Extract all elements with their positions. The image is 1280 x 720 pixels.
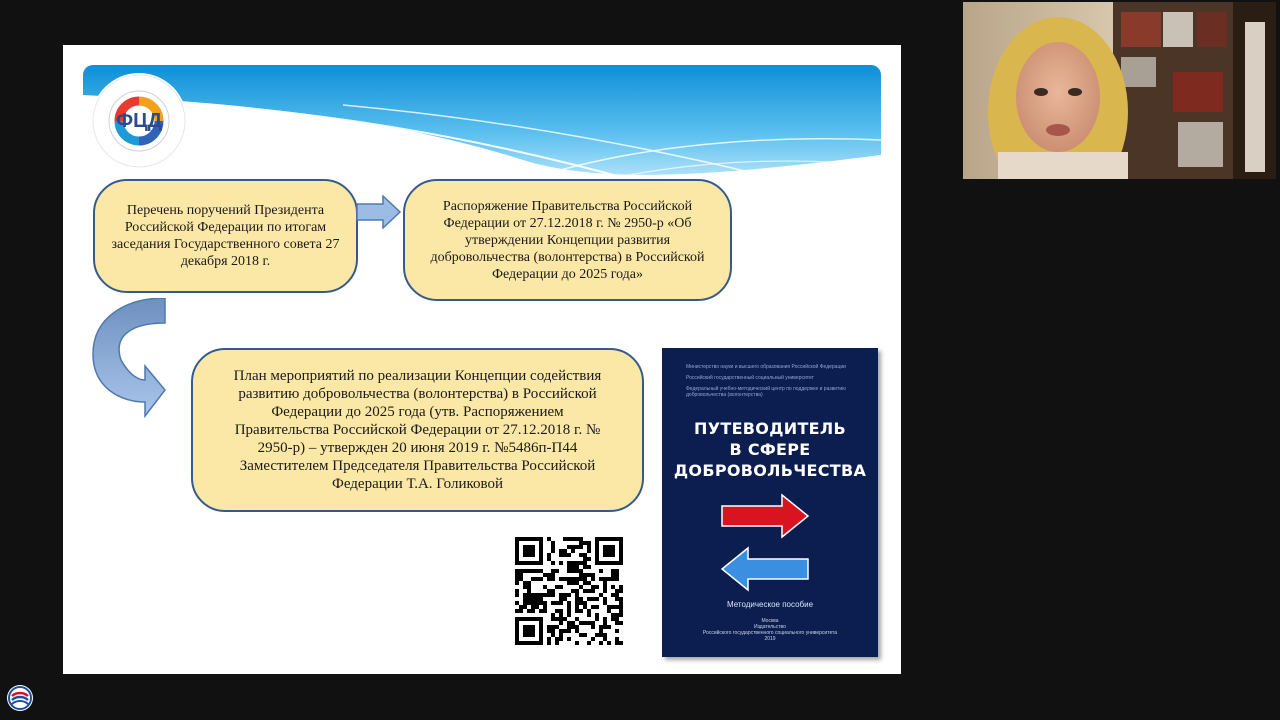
book-imprint-line3: Российского государственного социального университета [702,630,838,636]
book-title-line3: ДОБРОВОЛЬЧЕСТВА [673,461,867,480]
book-title [662,418,878,481]
book-imprint-line1: Москва [761,618,779,624]
book-publisher-line1: Министерство науки и высшего образования Российской Федерации [686,364,846,370]
logo-initials: ФЦД [116,109,162,132]
webcam-video-tile[interactable] [963,2,1276,179]
book-imprint-line4: 2019 [764,636,776,642]
slide-header-banner [83,65,881,190]
book-imprint [682,618,858,642]
blue-left-arrow-icon [720,546,810,592]
curved-down-arrow-icon [91,298,171,420]
book-cover-image [662,348,878,657]
book-title-line1: ПУТЕВОДИТЕЛЬ [694,419,846,438]
book-subtitle: Методическое пособие [726,600,814,609]
right-arrow-icon [356,195,402,229]
presentation-slide [63,45,901,674]
box-action-plan [191,348,644,512]
book-imprint-line2: Издательство [754,624,786,630]
box-president-instructions-text: Перечень поручений Президента Российской Федерации по итогам заседания Государственного совета 27 декабря 2018 г. [111,203,340,269]
box-action-plan-text: План мероприятий по реализации Концепции содействия развитию добровольчества (волонтерства) в Российской Федерации до 2025 года (утв. Распоряжением Правительства Российской Федерации от 27.12.2018 г. № 2950-р) – утвержден 20 июня 2019 г. №5486п-П44 Заместителем Председателя Правительства Российской Федерации Т.А. Голиковой [233,368,602,492]
book-publisher-line3: Федеральный учебно-методический центр по поддержке и развитию добровольчества (волонтерства) [686,386,846,398]
red-right-arrow-icon [720,493,810,539]
box-government-order-text: Распоряжение Правительства Российской Федерации от 27.12.2018 г. № 2950-р «Об утверждении Концепции развития добровольчества (волонтерства) в Российской Федерации до 2025 года» [430,198,705,282]
box-president-instructions [93,179,358,293]
app-logo-icon[interactable] [6,684,34,712]
book-publisher-line2: Российский государственный социальный университет [686,375,814,381]
box-government-order [403,179,732,301]
qr-code-icon [515,537,623,645]
fcd-logo [91,73,187,169]
book-title-line2: В СФЕРЕ [729,440,811,459]
